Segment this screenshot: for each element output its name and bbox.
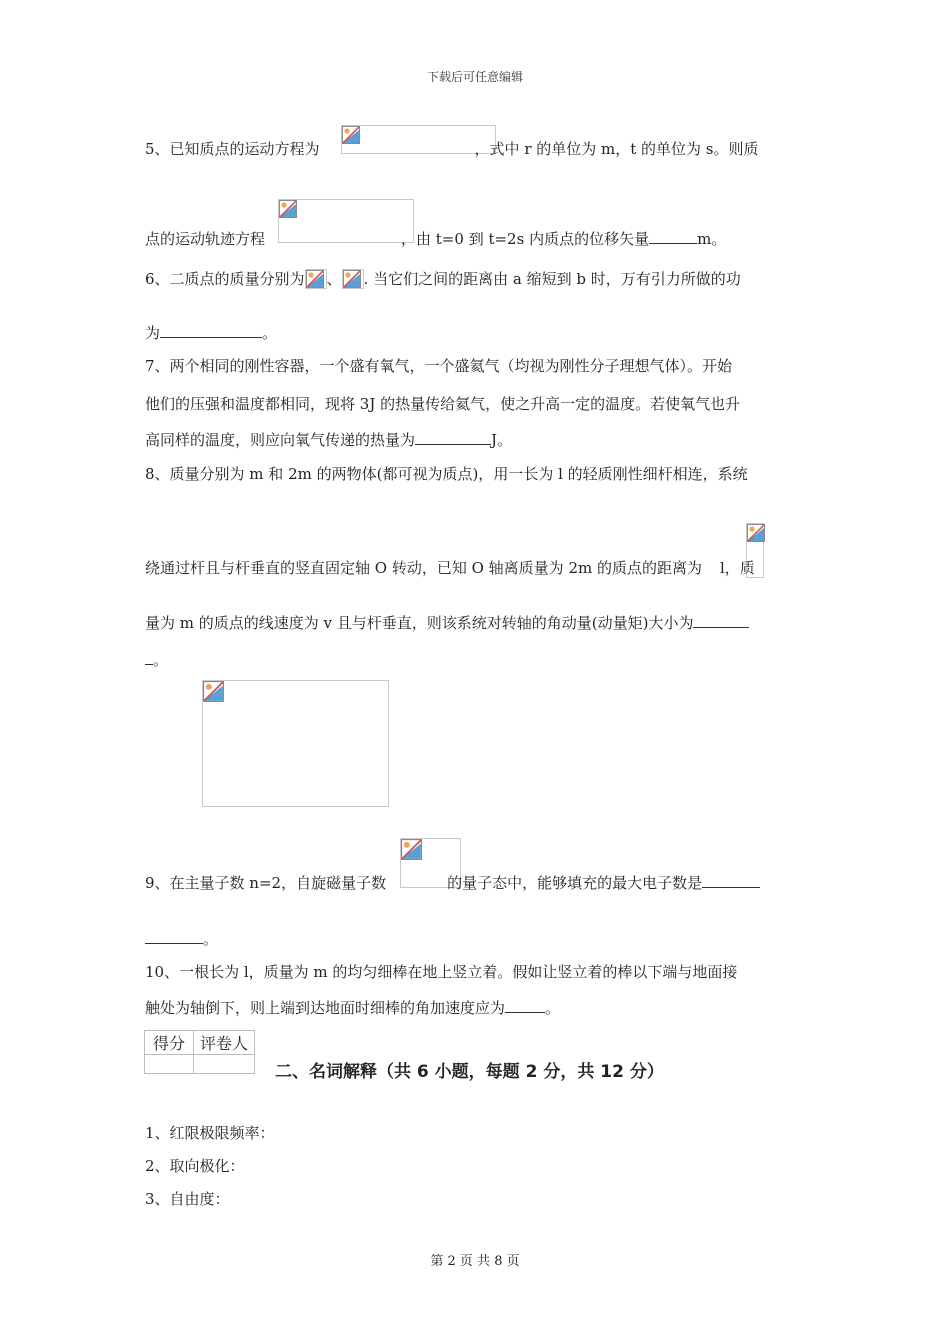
broken-image-icon bbox=[203, 681, 224, 702]
question-7-line-1: 7、两个相同的刚性容器，一个盛有氧气，一个盛氦气（均视为刚性分子理想气体）。开始 bbox=[145, 357, 733, 375]
score-cell[interactable] bbox=[145, 1055, 194, 1074]
broken-image-icon bbox=[306, 270, 324, 288]
question-6-line-2: 为 。 bbox=[145, 324, 278, 342]
question-8-line-1: 8、质量分别为 m 和 2m 的两物体(都可视为质点)，用一长为 l 的轻质刚性细杆相连，系统 bbox=[145, 465, 748, 483]
question-8-line-3: 量为 m 的质点的线速度为 v 且与杆垂直，则该系统对转轴的角动量(动量矩)大小为 bbox=[145, 613, 749, 633]
question-6-line-1: 6、二质点的质量分别为 、 . 当它们之间的距离由 a 缩短到 b 时，万有引力所做的功 bbox=[145, 270, 741, 288]
page-footer: 第 2 页 共 8 页 bbox=[430, 1254, 520, 1269]
mass-m2-image bbox=[342, 269, 364, 289]
broken-image-icon bbox=[343, 270, 361, 288]
question-5-line-1: 5、已知质点的运动方程为 ，式中 r 的单位为 m，t 的单位为 s。则质 bbox=[145, 140, 759, 158]
answer-blank bbox=[415, 430, 491, 445]
question-10-line-1: 10、一根长为 l，质量为 m 的均匀细棒在地上竖立着。假如让竖立着的棒以下端与地面接 bbox=[145, 963, 738, 981]
broken-image-icon bbox=[401, 839, 422, 860]
answer-blank bbox=[693, 613, 749, 628]
question-8-line-2: 绕通过杆且与杆垂直的竖直固定轴 O 转动，已知 O 轴离质量为 2m 的质点的距离为 l，质 bbox=[145, 559, 755, 577]
score-header: 得分 bbox=[145, 1031, 194, 1055]
question-8-line-4: 。 bbox=[145, 650, 168, 670]
question-9-line-1: 9、在主量子数 n=2，自旋磁量子数 的量子态中，能够填充的最大电子数是 bbox=[145, 873, 760, 893]
grader-cell[interactable] bbox=[194, 1055, 255, 1074]
broken-image-icon bbox=[279, 200, 297, 218]
question-7-line-2: 他们的压强和温度都相同，现将 3J 的热量传给氦气，使之升高一定的温度。若使氧气也升 bbox=[145, 395, 741, 413]
term-item: 3、自由度： bbox=[145, 1190, 230, 1208]
mass-m1-image bbox=[305, 269, 327, 289]
answer-blank bbox=[145, 650, 153, 665]
term-item: 2、取向极化： bbox=[145, 1157, 245, 1175]
question-10-line-2: 触处为轴倒下，则上端到达地面时细棒的角加速度应为 。 bbox=[145, 999, 561, 1017]
answer-blank bbox=[160, 323, 262, 338]
grader-header: 评卷人 bbox=[194, 1031, 255, 1055]
question-9-line-2: 。 bbox=[145, 929, 218, 949]
broken-image-icon bbox=[747, 524, 765, 542]
answer-blank bbox=[505, 998, 545, 1013]
score-table bbox=[144, 1030, 255, 1074]
answer-blank bbox=[649, 229, 697, 244]
question-5-line-2: 点的运动轨迹方程 ，由 t=0 到 t=2s 内质点的位移矢量 m。 bbox=[145, 230, 727, 248]
figure-image bbox=[202, 680, 389, 807]
term-item: 1、红限极限频率： bbox=[145, 1124, 275, 1142]
answer-blank bbox=[702, 873, 760, 888]
question-7-line-3: 高同样的温度，则应向氧气传递的热量为 J。 bbox=[145, 431, 513, 449]
page-header: 下载后可任意编辑 bbox=[426, 70, 523, 84]
section-title: 二、名词解释（共 6 小题，每题 2 分，共 12 分） bbox=[275, 1062, 664, 1082]
answer-blank bbox=[145, 929, 203, 944]
